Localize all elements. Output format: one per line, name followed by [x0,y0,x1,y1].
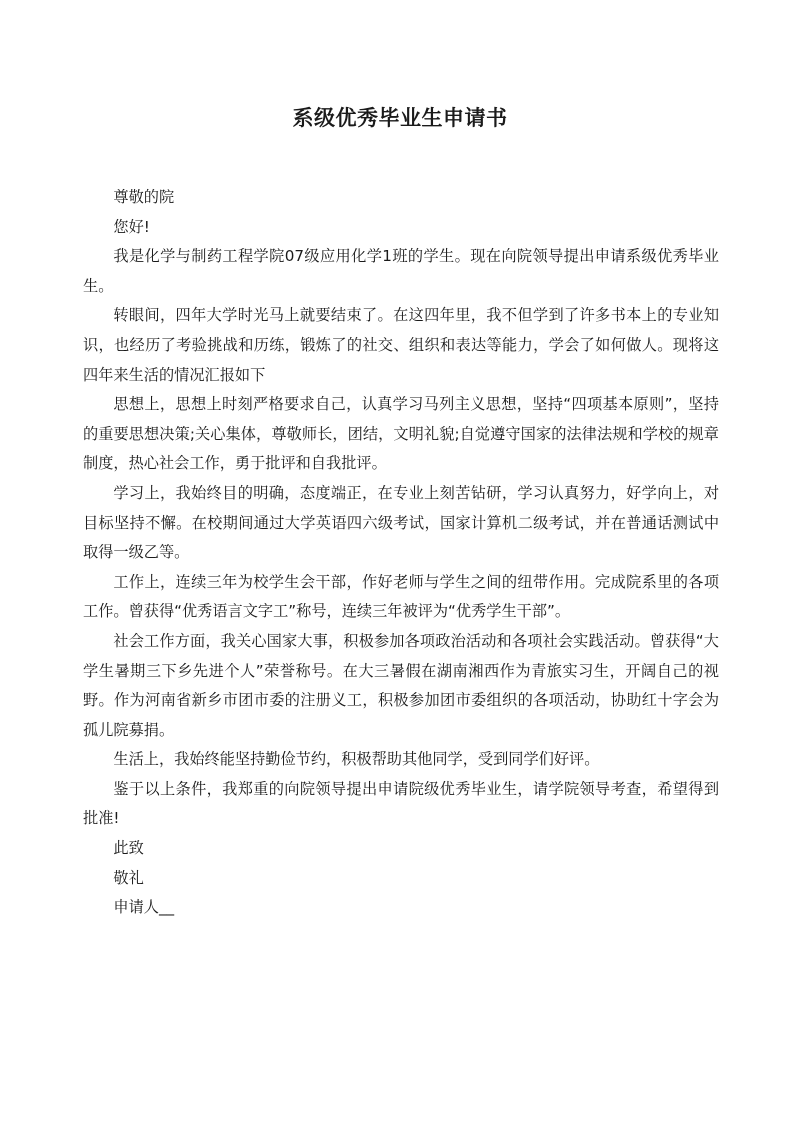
document-body [83,183,719,923]
document-title: 系级优秀毕业生申请书 [292,106,508,130]
social-work-paragraph: 社会工作方面，我关心国家大事，积极参加各项政治活动和各项社会实践活动。曾获得“大学生暑期三下乡先进个人”荣誉称号。在大三暑假在湖南湘西作为青旅实习生，开阔自己的视野。作为河南省新乡市团市委的注册义工，积极参加团市委组织的各项活动，协助红十字会为孤儿院募捐。 [83,631,719,739]
greeting: 您好! [113,217,150,236]
applicant-signature-line: 申请人__ [113,898,175,917]
closing-line-1: 此致 [113,839,144,858]
overview-paragraph: 转眼间，四年大学时光马上就要结束了。在这四年里，我不但学到了许多书本上的专业知识，也经历了考验挑战和历练，锻炼了的社交、组织和表达等能力，学会了如何做人。现将这四年来生活的情况汇报如下 [83,306,719,384]
closing-line-2: 敬礼 [113,868,144,887]
work-paragraph: 工作上，连续三年为校学生会干部，作好老师与学生之间的纽带作用。完成院系里的各项工作。曾获得“优秀语言文字工”称号，连续三年被评为“优秀学生干部”。 [83,572,719,621]
study-paragraph: 学习上，我始终目的明确，态度端正，在专业上刻苦钻研，学习认真努力，好学向上，对目标坚持不懈。在校期间通过大学英语四六级考试，国家计算机二级考试，并在普通话测试中取得一级乙等。 [83,483,719,562]
life-paragraph: 生活上，我始终能坚持勤俭节约，积极帮助其他同学，受到同学们好评。 [113,750,600,769]
salutation: 尊敬的院 [113,188,175,206]
intro-paragraph: 我是化学与制药工程学院07级应用化学1班的学生。现在向院领导提出申请系级优秀毕业生。 [83,247,719,295]
ideology-paragraph: 思想上，思想上时刻严格要求自己，认真学习马列主义思想，坚持“四项基本原则”，坚持的重要思想决策;关心集体，尊敬师长，团结，文明礼貌;自觉遵守国家的法律法规和学校的规章制度，热心社会工作，勇于批评和自我批评。 [83,395,719,473]
request-paragraph: 鉴于以上条件，我郑重的向院领导提出申请院级优秀毕业生，请学院领导考查，希望得到批准! [83,779,719,828]
